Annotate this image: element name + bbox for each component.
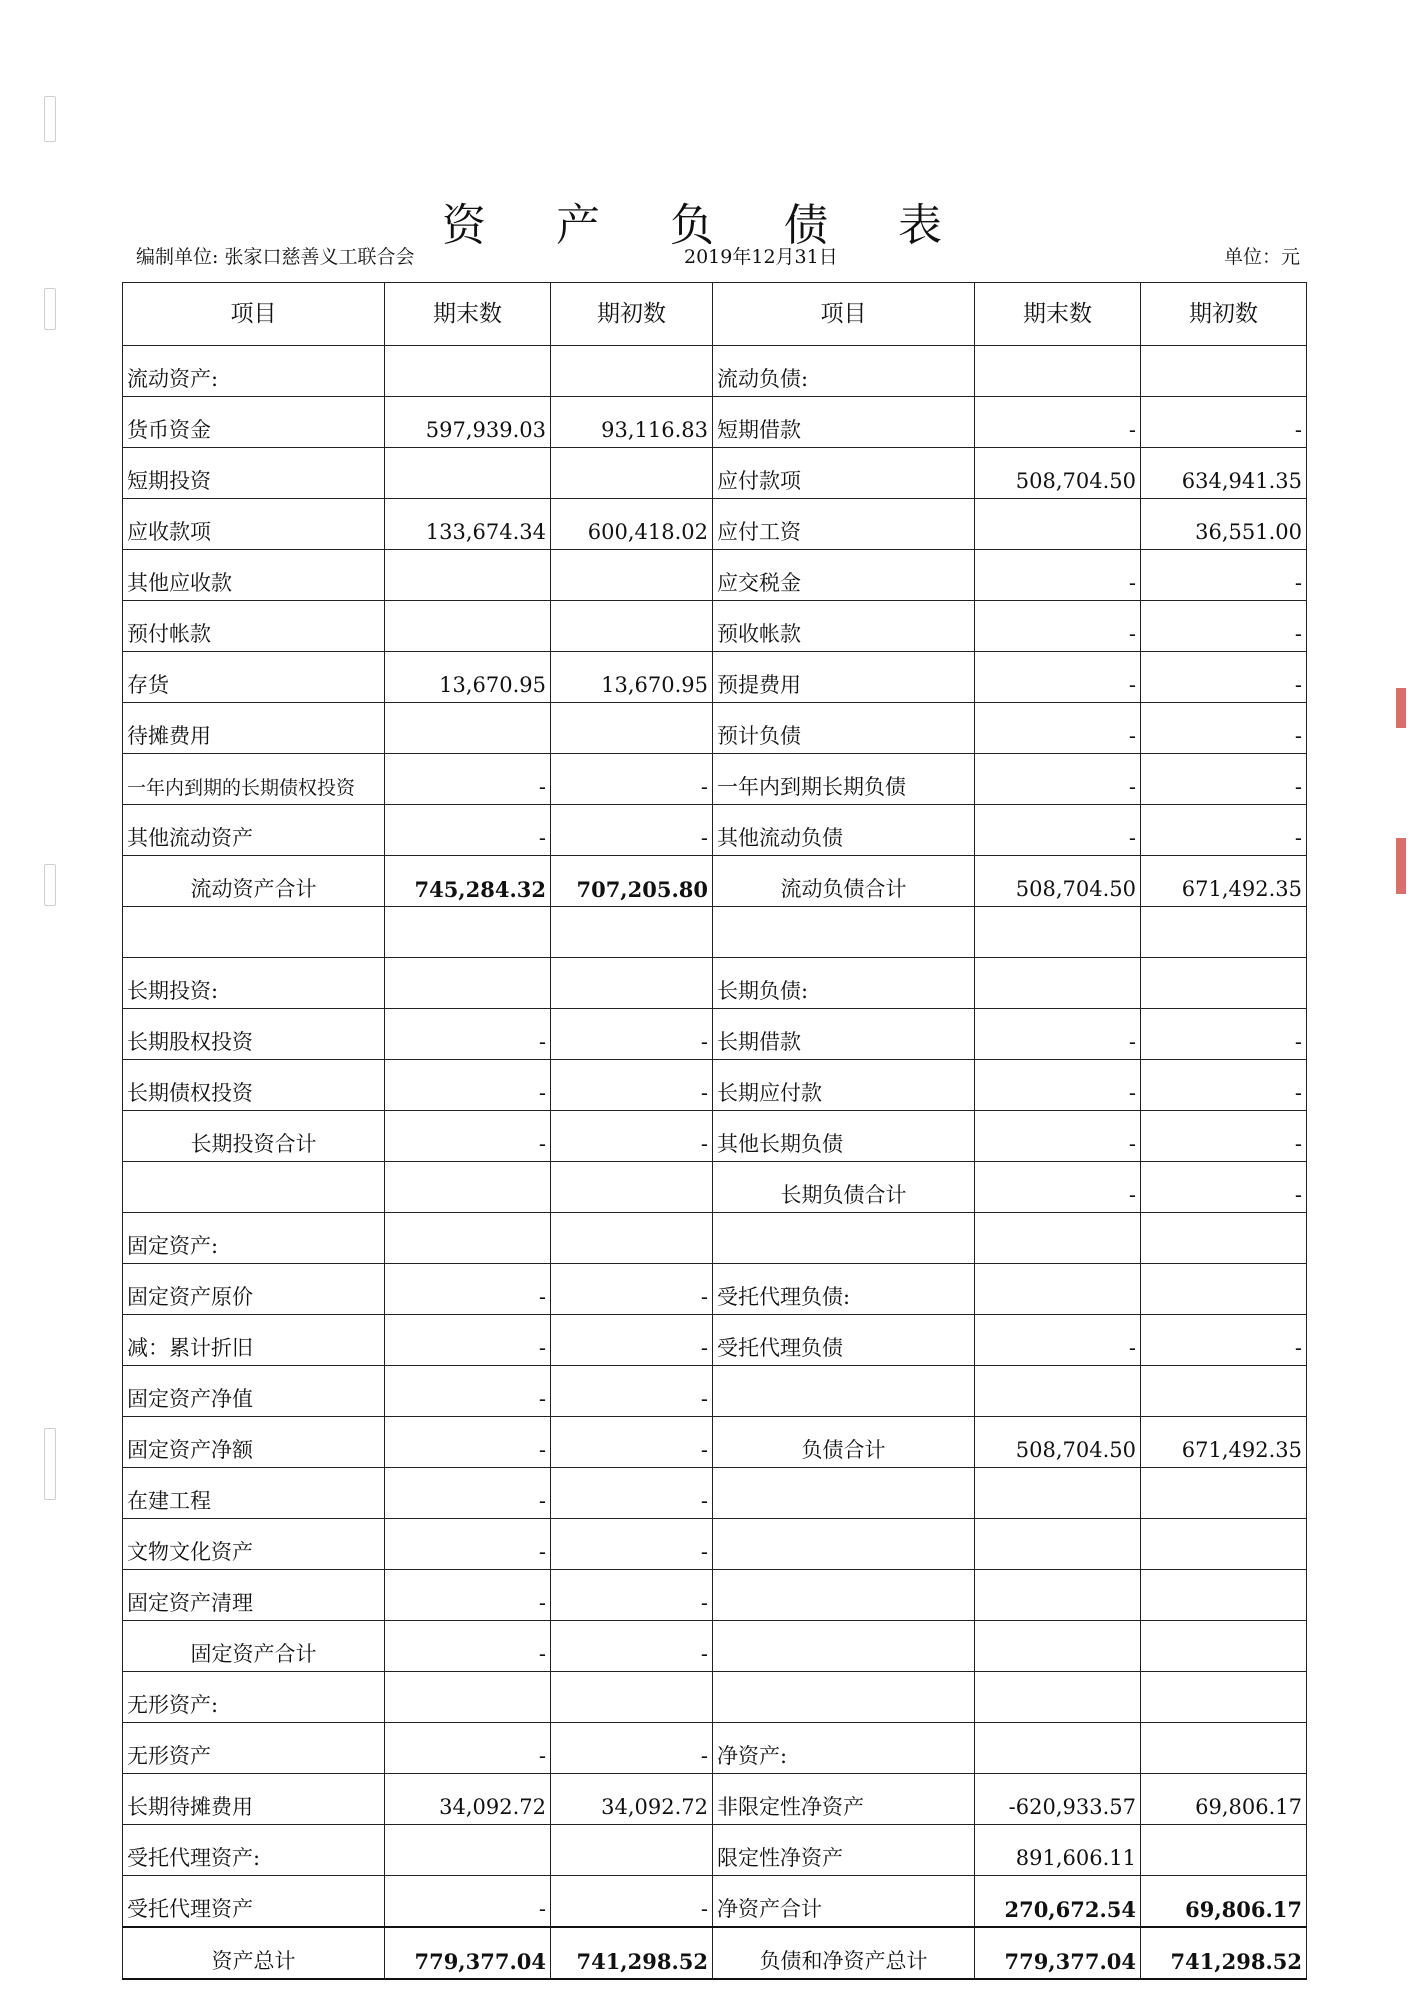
table-row bbox=[123, 601, 1307, 652]
table-row bbox=[123, 1774, 1307, 1825]
right-end-value bbox=[975, 1264, 1141, 1315]
left-item-label: 长期债权投资 bbox=[123, 1060, 385, 1111]
right-item-label: 流动负债合计 bbox=[713, 856, 975, 907]
right-end-value: - bbox=[975, 601, 1141, 652]
left-begin-value bbox=[551, 958, 713, 1009]
right-item-label: 长期负债合计 bbox=[713, 1162, 975, 1213]
left-end-value: - bbox=[385, 1468, 551, 1519]
right-item-label: 预收帐款 bbox=[713, 601, 975, 652]
left-end-value: - bbox=[385, 1009, 551, 1060]
right-end-value: 270,672.54 bbox=[975, 1876, 1141, 1928]
left-end-value: - bbox=[385, 1366, 551, 1417]
right-item-label: 短期借款 bbox=[713, 397, 975, 448]
left-begin-value bbox=[551, 1213, 713, 1264]
right-begin-value bbox=[1141, 1672, 1307, 1723]
left-end-value bbox=[385, 1162, 551, 1213]
right-end-value: - bbox=[975, 550, 1141, 601]
table-row bbox=[123, 1162, 1307, 1213]
right-item-label: 一年内到期长期负债 bbox=[713, 754, 975, 805]
left-begin-value bbox=[551, 907, 713, 958]
right-begin-value bbox=[1141, 1570, 1307, 1621]
left-end-value bbox=[385, 346, 551, 397]
right-begin-value bbox=[1141, 907, 1307, 958]
table-row bbox=[123, 856, 1307, 907]
left-begin-value bbox=[551, 1162, 713, 1213]
right-begin-value: - bbox=[1141, 1162, 1307, 1213]
left-end-value: - bbox=[385, 1570, 551, 1621]
right-begin-value: - bbox=[1141, 397, 1307, 448]
right-begin-value bbox=[1141, 1213, 1307, 1264]
right-end-value: - bbox=[975, 1060, 1141, 1111]
left-begin-value bbox=[551, 703, 713, 754]
right-end-value: - bbox=[975, 1162, 1141, 1213]
left-end-value: 133,674.34 bbox=[385, 499, 551, 550]
left-end-value: - bbox=[385, 1519, 551, 1570]
left-end-value bbox=[385, 958, 551, 1009]
left-begin-value: - bbox=[551, 1366, 713, 1417]
left-item-label bbox=[123, 907, 385, 958]
right-begin-value bbox=[1141, 1366, 1307, 1417]
stamp-edge bbox=[1396, 838, 1406, 894]
left-item-label: 待摊费用 bbox=[123, 703, 385, 754]
right-end-value: - bbox=[975, 1111, 1141, 1162]
left-item-label: 减：累计折旧 bbox=[123, 1315, 385, 1366]
left-end-value bbox=[385, 1213, 551, 1264]
left-begin-value: - bbox=[551, 1876, 713, 1928]
right-end-value bbox=[975, 1519, 1141, 1570]
left-begin-value: 13,670.95 bbox=[551, 652, 713, 703]
table-row bbox=[123, 1111, 1307, 1162]
stamp-edge bbox=[1396, 688, 1406, 728]
right-end-value: 508,704.50 bbox=[975, 1417, 1141, 1468]
right-end-value bbox=[975, 1570, 1141, 1621]
left-begin-value: - bbox=[551, 1621, 713, 1672]
right-item-label bbox=[713, 1570, 975, 1621]
left-item-label: 固定资产合计 bbox=[123, 1621, 385, 1672]
right-begin-value: - bbox=[1141, 703, 1307, 754]
table-row bbox=[123, 1213, 1307, 1264]
right-item-label: 应交税金 bbox=[713, 550, 975, 601]
right-end-value: -620,933.57 bbox=[975, 1774, 1141, 1825]
left-end-value: - bbox=[385, 1417, 551, 1468]
left-begin-value: - bbox=[551, 1111, 713, 1162]
left-end-value: - bbox=[385, 1111, 551, 1162]
right-begin-value bbox=[1141, 1825, 1307, 1876]
table-row bbox=[123, 1876, 1307, 1928]
left-begin-value: 93,116.83 bbox=[551, 397, 713, 448]
left-item-label: 固定资产清理 bbox=[123, 1570, 385, 1621]
left-begin-value: - bbox=[551, 1417, 713, 1468]
scan-mark bbox=[44, 864, 56, 906]
left-begin-value: 600,418.02 bbox=[551, 499, 713, 550]
right-begin-value: - bbox=[1141, 805, 1307, 856]
table-row bbox=[123, 1570, 1307, 1621]
left-begin-value: - bbox=[551, 1009, 713, 1060]
left-item-label: 固定资产净值 bbox=[123, 1366, 385, 1417]
right-item-label: 长期负债: bbox=[713, 958, 975, 1009]
left-end-value bbox=[385, 550, 551, 601]
left-end-value: 34,092.72 bbox=[385, 1774, 551, 1825]
table-row bbox=[123, 499, 1307, 550]
right-end-value: - bbox=[975, 652, 1141, 703]
right-item-label: 长期借款 bbox=[713, 1009, 975, 1060]
right-end-value: - bbox=[975, 754, 1141, 805]
table-row bbox=[123, 1723, 1307, 1774]
left-begin-value: - bbox=[551, 805, 713, 856]
left-item-label: 受托代理资产 bbox=[123, 1876, 385, 1928]
right-begin-value: - bbox=[1141, 1111, 1307, 1162]
currency-unit: 单位：元 bbox=[1223, 246, 1300, 268]
right-end-value bbox=[975, 499, 1141, 550]
left-item-label: 应收款项 bbox=[123, 499, 385, 550]
left-begin-value: 34,092.72 bbox=[551, 1774, 713, 1825]
left-begin-value: - bbox=[551, 1264, 713, 1315]
left-end-value bbox=[385, 1672, 551, 1723]
table-row bbox=[123, 907, 1307, 958]
table-row bbox=[123, 448, 1307, 499]
right-end-value: - bbox=[975, 1009, 1141, 1060]
col-header-end-right: 期末数 bbox=[975, 283, 1141, 346]
left-item-label: 无形资产 bbox=[123, 1723, 385, 1774]
left-item-label: 文物文化资产 bbox=[123, 1519, 385, 1570]
left-begin-value: - bbox=[551, 754, 713, 805]
right-end-value: - bbox=[975, 703, 1141, 754]
right-end-value: - bbox=[975, 805, 1141, 856]
left-begin-value: - bbox=[551, 1723, 713, 1774]
right-item-label: 净资产合计 bbox=[713, 1876, 975, 1928]
right-end-value bbox=[975, 1723, 1141, 1774]
right-item-label: 限定性净资产 bbox=[713, 1825, 975, 1876]
right-item-label: 预提费用 bbox=[713, 652, 975, 703]
left-item-label bbox=[123, 1162, 385, 1213]
table-row bbox=[123, 958, 1307, 1009]
right-item-label: 非限定性净资产 bbox=[713, 1774, 975, 1825]
left-item-label: 存货 bbox=[123, 652, 385, 703]
left-end-value: 597,939.03 bbox=[385, 397, 551, 448]
table-row bbox=[123, 550, 1307, 601]
left-begin-value bbox=[551, 448, 713, 499]
left-end-value: - bbox=[385, 1060, 551, 1111]
right-item-label bbox=[713, 1621, 975, 1672]
right-begin-value bbox=[1141, 1468, 1307, 1519]
right-end-value: - bbox=[975, 1315, 1141, 1366]
col-header-item-left: 项目 bbox=[123, 283, 385, 346]
left-item-label: 预付帐款 bbox=[123, 601, 385, 652]
left-end-value: 745,284.32 bbox=[385, 856, 551, 907]
right-item-label bbox=[713, 1672, 975, 1723]
right-item-label bbox=[713, 1519, 975, 1570]
left-item-label: 长期投资: bbox=[123, 958, 385, 1009]
right-begin-value: 69,806.17 bbox=[1141, 1774, 1307, 1825]
left-item-label: 无形资产: bbox=[123, 1672, 385, 1723]
table-row bbox=[123, 1468, 1307, 1519]
left-begin-value: - bbox=[551, 1519, 713, 1570]
right-item-label: 其他流动负债 bbox=[713, 805, 975, 856]
table-row bbox=[123, 703, 1307, 754]
left-end-value: - bbox=[385, 1723, 551, 1774]
right-end-value: 508,704.50 bbox=[975, 448, 1141, 499]
left-item-label: 长期投资合计 bbox=[123, 1111, 385, 1162]
left-item-label: 长期待摊费用 bbox=[123, 1774, 385, 1825]
left-begin-value bbox=[551, 346, 713, 397]
right-item-label: 应付款项 bbox=[713, 448, 975, 499]
header-row bbox=[123, 283, 1307, 346]
right-item-label bbox=[713, 1468, 975, 1519]
left-begin-value: 707,205.80 bbox=[551, 856, 713, 907]
scan-mark bbox=[44, 96, 56, 142]
right-item-label: 长期应付款 bbox=[713, 1060, 975, 1111]
right-begin-value: - bbox=[1141, 601, 1307, 652]
right-end-value bbox=[975, 958, 1141, 1009]
table-row bbox=[123, 397, 1307, 448]
table-row bbox=[123, 1672, 1307, 1723]
right-end-value bbox=[975, 907, 1141, 958]
balance-sheet-table bbox=[122, 282, 1307, 1980]
right-end-value bbox=[975, 346, 1141, 397]
left-item-label: 其他应收款 bbox=[123, 550, 385, 601]
right-end-value bbox=[975, 1468, 1141, 1519]
table-row bbox=[123, 1927, 1307, 1979]
left-item-label: 固定资产: bbox=[123, 1213, 385, 1264]
right-begin-value: - bbox=[1141, 1060, 1307, 1111]
right-item-label: 流动负债: bbox=[713, 346, 975, 397]
right-begin-value bbox=[1141, 958, 1307, 1009]
table-row bbox=[123, 1366, 1307, 1417]
left-item-label: 长期股权投资 bbox=[123, 1009, 385, 1060]
right-item-label: 受托代理负债: bbox=[713, 1264, 975, 1315]
table-row bbox=[123, 1009, 1307, 1060]
right-item-label: 净资产: bbox=[713, 1723, 975, 1774]
right-begin-value: - bbox=[1141, 1009, 1307, 1060]
report-date: 2019年12月31日 bbox=[684, 246, 838, 268]
right-item-label: 预计负债 bbox=[713, 703, 975, 754]
right-item-label bbox=[713, 1366, 975, 1417]
right-begin-value: 36,551.00 bbox=[1141, 499, 1307, 550]
right-begin-value bbox=[1141, 1723, 1307, 1774]
left-item-label: 在建工程 bbox=[123, 1468, 385, 1519]
right-begin-value bbox=[1141, 1519, 1307, 1570]
right-item-label: 应付工资 bbox=[713, 499, 975, 550]
right-end-value: 891,606.11 bbox=[975, 1825, 1141, 1876]
right-end-value bbox=[975, 1366, 1141, 1417]
left-end-value: 779,377.04 bbox=[385, 1927, 551, 1979]
left-item-label: 短期投资 bbox=[123, 448, 385, 499]
page-title: 资 产 负 债 表 bbox=[442, 200, 970, 252]
left-end-value: - bbox=[385, 1876, 551, 1928]
left-begin-value: - bbox=[551, 1570, 713, 1621]
left-end-value bbox=[385, 703, 551, 754]
left-item-label: 固定资产原价 bbox=[123, 1264, 385, 1315]
right-begin-value: 671,492.35 bbox=[1141, 856, 1307, 907]
col-header-end-left: 期末数 bbox=[385, 283, 551, 346]
table-row bbox=[123, 1060, 1307, 1111]
col-header-begin-right: 期初数 bbox=[1141, 283, 1307, 346]
left-item-label: 一年内到期的长期债权投资 bbox=[123, 754, 385, 805]
left-end-value: - bbox=[385, 754, 551, 805]
right-end-value: - bbox=[975, 397, 1141, 448]
left-end-value bbox=[385, 907, 551, 958]
right-begin-value: - bbox=[1141, 754, 1307, 805]
right-end-value bbox=[975, 1672, 1141, 1723]
left-end-value bbox=[385, 1825, 551, 1876]
left-begin-value bbox=[551, 601, 713, 652]
left-begin-value bbox=[551, 550, 713, 601]
left-end-value bbox=[385, 601, 551, 652]
left-end-value: 13,670.95 bbox=[385, 652, 551, 703]
scan-mark bbox=[44, 288, 56, 330]
table-row bbox=[123, 754, 1307, 805]
left-begin-value: - bbox=[551, 1060, 713, 1111]
left-item-label: 其他流动资产 bbox=[123, 805, 385, 856]
right-begin-value: - bbox=[1141, 550, 1307, 601]
left-begin-value: - bbox=[551, 1468, 713, 1519]
table-row bbox=[123, 1315, 1307, 1366]
table-row bbox=[123, 805, 1307, 856]
right-item-label bbox=[713, 1213, 975, 1264]
right-item-label: 受托代理负债 bbox=[713, 1315, 975, 1366]
right-item-label bbox=[713, 907, 975, 958]
right-begin-value bbox=[1141, 346, 1307, 397]
left-item-label: 流动资产: bbox=[123, 346, 385, 397]
table-row bbox=[123, 1519, 1307, 1570]
col-header-item-right: 项目 bbox=[713, 283, 975, 346]
left-begin-value bbox=[551, 1672, 713, 1723]
left-begin-value: 741,298.52 bbox=[551, 1927, 713, 1979]
left-end-value: - bbox=[385, 1315, 551, 1366]
left-end-value: - bbox=[385, 1621, 551, 1672]
table-row bbox=[123, 346, 1307, 397]
left-begin-value: - bbox=[551, 1315, 713, 1366]
left-end-value: - bbox=[385, 805, 551, 856]
left-end-value: - bbox=[385, 1264, 551, 1315]
table-row bbox=[123, 1825, 1307, 1876]
right-begin-value bbox=[1141, 1264, 1307, 1315]
right-item-label: 其他长期负债 bbox=[713, 1111, 975, 1162]
left-item-label: 资产总计 bbox=[123, 1927, 385, 1979]
scan-mark bbox=[44, 1428, 56, 1500]
table-row bbox=[123, 1264, 1307, 1315]
right-begin-value bbox=[1141, 1621, 1307, 1672]
table-row bbox=[123, 1621, 1307, 1672]
right-begin-value: 634,941.35 bbox=[1141, 448, 1307, 499]
right-item-label: 负债和净资产总计 bbox=[713, 1927, 975, 1979]
right-begin-value: 69,806.17 bbox=[1141, 1876, 1307, 1928]
left-end-value bbox=[385, 448, 551, 499]
left-item-label: 固定资产净额 bbox=[123, 1417, 385, 1468]
right-begin-value: - bbox=[1141, 652, 1307, 703]
table-row bbox=[123, 652, 1307, 703]
right-end-value bbox=[975, 1213, 1141, 1264]
left-begin-value bbox=[551, 1825, 713, 1876]
col-header-begin-left: 期初数 bbox=[551, 283, 713, 346]
right-end-value: 779,377.04 bbox=[975, 1927, 1141, 1979]
left-item-label: 货币资金 bbox=[123, 397, 385, 448]
right-begin-value: 671,492.35 bbox=[1141, 1417, 1307, 1468]
left-item-label: 流动资产合计 bbox=[123, 856, 385, 907]
right-begin-value: - bbox=[1141, 1315, 1307, 1366]
table-row bbox=[123, 1417, 1307, 1468]
right-begin-value: 741,298.52 bbox=[1141, 1927, 1307, 1979]
preparer-unit: 编制单位: 张家口慈善义工联合会 bbox=[136, 246, 415, 268]
right-end-value: 508,704.50 bbox=[975, 856, 1141, 907]
right-end-value bbox=[975, 1621, 1141, 1672]
left-item-label: 受托代理资产: bbox=[123, 1825, 385, 1876]
right-item-label: 负债合计 bbox=[713, 1417, 975, 1468]
